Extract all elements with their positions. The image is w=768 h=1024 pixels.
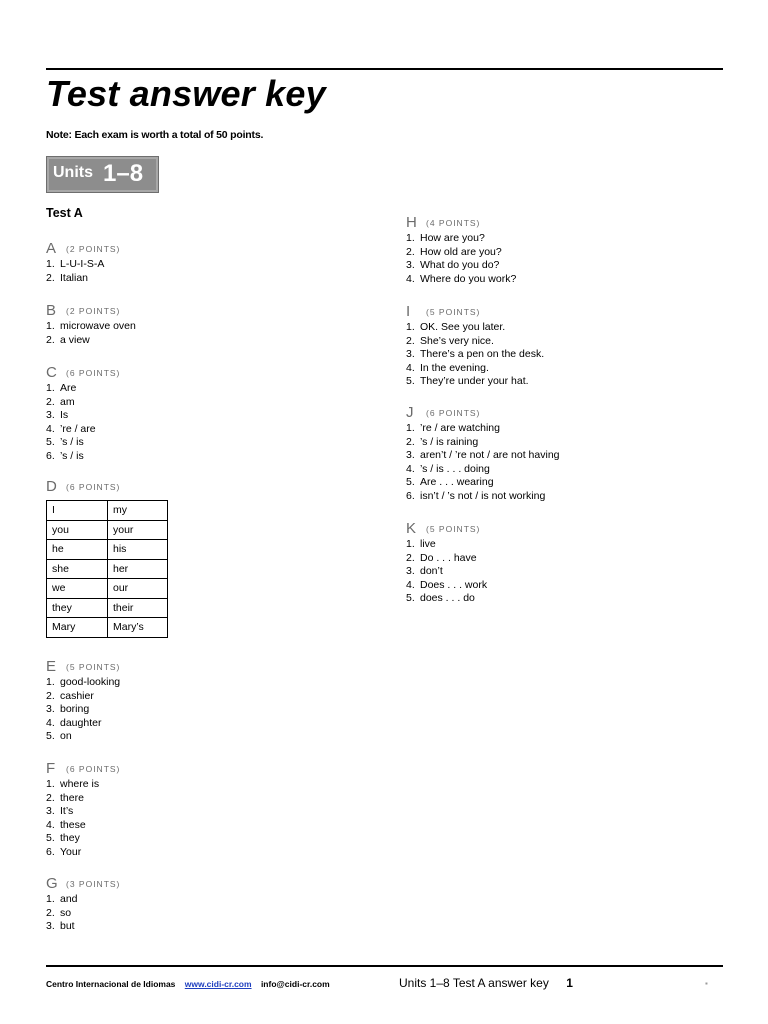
answer-item [46, 690, 120, 704]
answer-item [406, 362, 544, 376]
section-points: (5 POINTS) [66, 662, 121, 672]
bottom-rule [46, 965, 723, 967]
section-letter: D [46, 478, 57, 495]
answer-text: ’s / is [60, 449, 84, 462]
answer-number: 3. [46, 409, 55, 421]
answer-text: Where do you work? [420, 272, 517, 285]
answer-text: they [60, 832, 80, 844]
answer-list [46, 258, 120, 285]
answer-number: 3. [46, 805, 55, 817]
answer-text: does . . . do [420, 592, 475, 604]
section-header [46, 875, 120, 893]
answer-item [406, 449, 560, 463]
section-letter: E [46, 658, 57, 675]
answer-item [46, 907, 120, 921]
answer-text: Your [60, 845, 82, 858]
answer-item [406, 476, 560, 490]
answer-text: don’t [420, 565, 443, 577]
answer-number: 4. [406, 578, 415, 591]
answer-number: 1. [46, 320, 55, 332]
answer-text: microwave oven [60, 320, 136, 332]
section-points: (5 POINTS) [426, 307, 481, 317]
footer-contact [46, 979, 330, 989]
answer-item [46, 423, 120, 437]
answer-number: 2. [46, 333, 55, 346]
answer-number: 1. [406, 321, 415, 333]
answer-list [46, 676, 120, 744]
answer-item [46, 819, 120, 833]
answer-text: There’s a pen on the desk. [420, 348, 545, 360]
points-note: Note: Each exam is worth a total of 50 points. [46, 129, 264, 141]
answer-text: isn’t / ’s not / is not working [420, 489, 546, 502]
section-i [406, 303, 544, 389]
section-letter: G [46, 875, 58, 892]
answer-number: 6. [46, 449, 55, 462]
answer-text: Is [60, 409, 69, 421]
answer-number: 2. [46, 906, 55, 919]
section-c [46, 364, 120, 463]
answer-item [46, 320, 136, 334]
section-points: (3 POINTS) [66, 879, 121, 889]
section-header [46, 478, 168, 496]
table-cell-pronoun: you [47, 520, 108, 540]
answer-item [406, 565, 487, 579]
answer-list [46, 893, 120, 934]
page-title: Test answer key [46, 73, 326, 114]
section-points: (6 POINTS) [66, 368, 121, 378]
answer-text: and [60, 893, 78, 905]
answer-text: They’re under your hat. [420, 375, 529, 387]
footer-email: info@cidi-cr.com [260, 979, 330, 989]
section-points: (2 POINTS) [66, 244, 121, 254]
section-letter: H [406, 214, 417, 231]
answer-text: where is [60, 778, 100, 790]
table-cell-possessive: my [108, 501, 168, 521]
answer-text: OK. See you later. [420, 321, 506, 333]
section-j [406, 404, 560, 503]
section-points: (6 POINTS) [426, 408, 481, 418]
table-row [47, 559, 168, 579]
answer-text: What do you do? [420, 259, 500, 271]
answer-number: 2. [406, 334, 415, 347]
answer-text: In the evening. [420, 361, 489, 374]
answer-item [46, 717, 120, 731]
answer-item [46, 382, 120, 396]
section-header [46, 240, 120, 258]
answer-list [406, 232, 516, 286]
table-cell-pronoun: I [47, 501, 108, 521]
section-header [406, 404, 560, 422]
answer-item [406, 259, 516, 273]
answer-item [46, 334, 136, 348]
section-points: (2 POINTS) [66, 306, 121, 316]
table-cell-possessive: our [108, 579, 168, 599]
answer-item [406, 579, 487, 593]
section-header [46, 364, 120, 382]
table-cell-pronoun: he [47, 540, 108, 560]
answer-text: Does . . . work [420, 578, 488, 591]
units-badge [46, 156, 159, 193]
answer-item [46, 805, 120, 819]
answer-text: Do . . . have [420, 551, 477, 564]
table-cell-pronoun: we [47, 579, 108, 599]
footer-url-link[interactable]: www.cidi-cr.com [184, 979, 252, 989]
answer-number: 3. [406, 259, 415, 271]
answer-item [406, 348, 544, 362]
answer-item [406, 552, 487, 566]
answer-list [46, 320, 136, 347]
answer-text: ’s / is raining [420, 435, 479, 448]
section-points: (6 POINTS) [66, 482, 121, 492]
answer-item [46, 730, 120, 744]
section-g [46, 875, 120, 934]
table-cell-possessive: Mary’s [108, 618, 168, 638]
table-row [47, 598, 168, 618]
answer-item [406, 335, 544, 349]
answer-item [406, 490, 560, 504]
answer-text: Italian [60, 271, 89, 284]
answer-number: 2. [46, 689, 55, 702]
units-badge-range: 1–8 [103, 160, 144, 187]
answer-number: 3. [406, 348, 415, 360]
section-header [46, 760, 120, 778]
answer-item [46, 792, 120, 806]
table-cell-possessive: their [108, 598, 168, 618]
answer-number: 2. [406, 551, 415, 564]
answer-number: 2. [406, 245, 415, 258]
table-row [47, 579, 168, 599]
answer-text: on [60, 730, 72, 742]
answer-list [46, 778, 120, 859]
answer-text: there [60, 791, 84, 804]
answer-text: Are [60, 382, 77, 394]
answer-item [406, 246, 516, 260]
answer-item [46, 846, 120, 860]
answer-text: good-looking [60, 676, 121, 688]
answer-list [406, 538, 487, 606]
footer-dot: ▪ [705, 979, 708, 988]
section-header [406, 520, 487, 538]
answer-number: 1. [46, 893, 55, 905]
answer-list [46, 382, 120, 463]
possessive-table [46, 500, 168, 638]
section-k [406, 520, 487, 606]
answer-number: 5. [46, 730, 55, 742]
answer-item [46, 258, 120, 272]
answer-item [46, 778, 120, 792]
section-letter: J [406, 404, 414, 421]
answer-number: 5. [406, 375, 415, 387]
answer-item [46, 272, 120, 286]
table-row [47, 520, 168, 540]
answer-number: 1. [406, 538, 415, 550]
answer-number: 5. [406, 476, 415, 488]
answer-number: 4. [406, 272, 415, 285]
footer-caption-block [399, 976, 573, 990]
answer-item [406, 422, 560, 436]
answer-item [406, 273, 516, 287]
section-e [46, 658, 120, 744]
section-points: (4 POINTS) [426, 218, 481, 228]
answer-number: 4. [46, 818, 55, 831]
top-rule [46, 68, 723, 70]
answer-text: aren’t / ’re not / are not having [420, 449, 560, 461]
section-letter: F [46, 760, 56, 777]
answer-text: Are . . . wearing [420, 476, 494, 488]
section-header [406, 214, 516, 232]
answer-item [406, 592, 487, 606]
section-d [46, 478, 168, 638]
answer-number: 1. [406, 422, 415, 434]
answer-list [406, 321, 544, 389]
answer-number: 3. [46, 920, 55, 932]
answer-item [46, 396, 120, 410]
answer-number: 1. [46, 778, 55, 790]
answer-text: How old are you? [420, 245, 502, 258]
answer-item [46, 436, 120, 450]
answer-number: 4. [46, 422, 55, 435]
answer-number: 3. [46, 703, 55, 715]
answer-text: daughter [60, 716, 102, 729]
answer-text: L-U-I-S-A [60, 258, 105, 270]
answer-item [406, 436, 560, 450]
answer-item [406, 321, 544, 335]
answer-item [406, 232, 516, 246]
section-letter: K [406, 520, 417, 537]
answer-text: but [60, 920, 75, 932]
answer-text: a view [60, 333, 90, 346]
section-header [46, 658, 120, 676]
answer-item [46, 832, 120, 846]
answer-text: so [60, 906, 72, 919]
section-header [46, 302, 136, 320]
answer-text: am [60, 395, 75, 408]
answer-number: 3. [406, 449, 415, 461]
answer-number: 6. [406, 489, 415, 502]
answer-number: 6. [46, 845, 55, 858]
answer-item [46, 703, 120, 717]
units-badge-label: Units [53, 164, 93, 181]
test-name: Test A [46, 206, 83, 220]
answer-text: cashier [60, 689, 94, 702]
answer-number: 5. [406, 592, 415, 604]
section-letter: I [406, 303, 411, 320]
section-header [406, 303, 544, 321]
section-b [46, 302, 136, 347]
table-cell-possessive: her [108, 559, 168, 579]
answer-item [406, 463, 560, 477]
answer-item [46, 450, 120, 464]
section-letter: C [46, 364, 57, 381]
answer-text: boring [60, 703, 90, 715]
table-cell-pronoun: Mary [47, 618, 108, 638]
answer-list [406, 422, 560, 503]
section-letter: B [46, 302, 57, 319]
footer-caption: Units 1–8 Test A answer key [399, 976, 549, 990]
answer-item [46, 893, 120, 907]
answer-number: 2. [46, 271, 55, 284]
section-letter: A [46, 240, 57, 257]
answer-item [46, 676, 120, 690]
answer-number: 2. [46, 395, 55, 408]
answer-text: She’s very nice. [420, 334, 494, 347]
section-f [46, 760, 120, 859]
answer-number: 1. [46, 676, 55, 688]
answer-text: It’s [60, 805, 74, 817]
answer-text: How are you? [420, 232, 485, 244]
answer-text: ’s / is [60, 436, 84, 448]
answer-text: these [60, 818, 86, 831]
answer-text: ’re / are [60, 422, 96, 435]
answer-number: 2. [46, 791, 55, 804]
answer-item [46, 409, 120, 423]
answer-text: live [420, 538, 436, 550]
table-row [47, 618, 168, 638]
table-cell-possessive: your [108, 520, 168, 540]
answer-item [406, 538, 487, 552]
answer-number: 5. [46, 436, 55, 448]
answer-text: ’re / are watching [420, 422, 500, 434]
answer-number: 2. [406, 435, 415, 448]
answer-number: 1. [46, 258, 55, 270]
table-cell-possessive: his [108, 540, 168, 560]
answer-item [406, 375, 544, 389]
section-points: (5 POINTS) [426, 524, 481, 534]
answer-number: 4. [406, 361, 415, 374]
answer-number: 4. [406, 462, 415, 475]
section-h [406, 214, 516, 286]
table-cell-pronoun: she [47, 559, 108, 579]
section-a [46, 240, 120, 285]
page-number: 1 [566, 976, 573, 990]
footer-org: Centro Internacional de Idiomas [46, 979, 176, 989]
answer-number: 4. [46, 716, 55, 729]
answer-number: 1. [46, 382, 55, 394]
section-points: (6 POINTS) [66, 764, 121, 774]
answer-text: ’s / is . . . doing [420, 462, 490, 475]
table-row [47, 501, 168, 521]
table-row [47, 540, 168, 560]
answer-number: 1. [406, 232, 415, 244]
answer-number: 5. [46, 832, 55, 844]
answer-item [46, 920, 120, 934]
answer-number: 3. [406, 565, 415, 577]
table-cell-pronoun: they [47, 598, 108, 618]
